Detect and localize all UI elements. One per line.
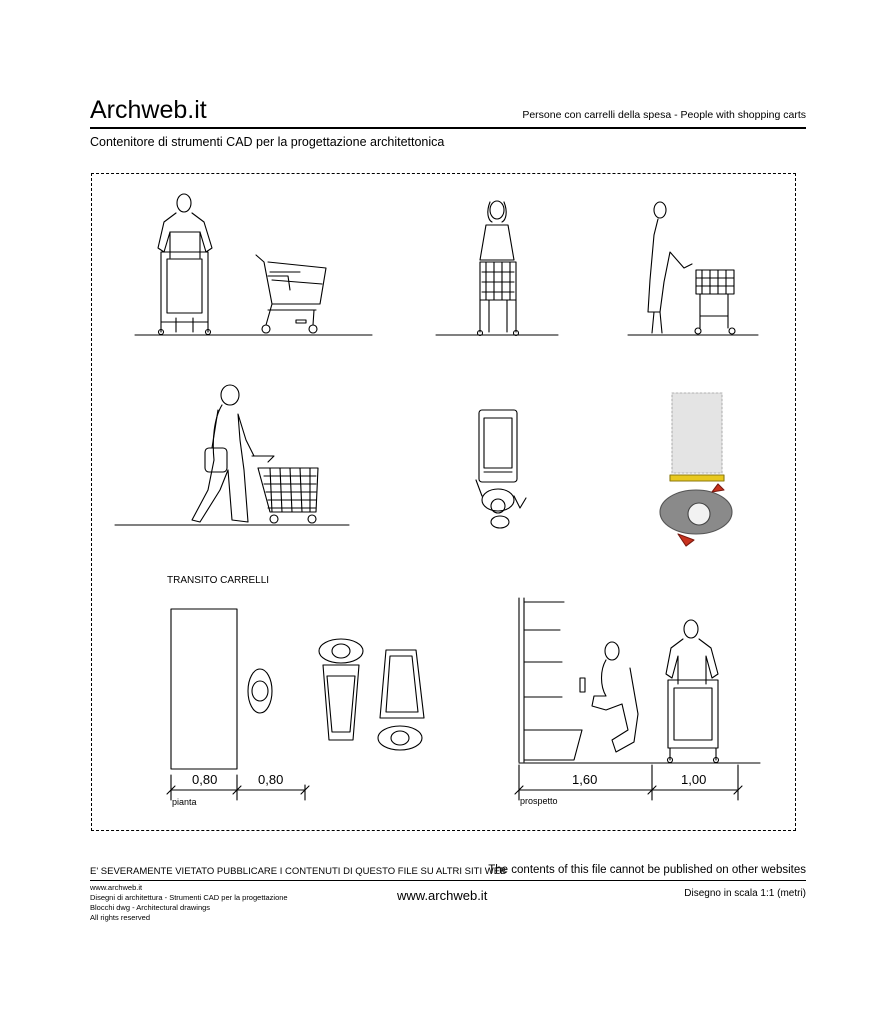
cart-transit-plan [171,609,424,769]
scale-note: Disegno in scala 1:1 (metri) [684,888,806,899]
footer-line[interactable]: www.archweb.it [90,883,143,892]
person-front-with-cart-elevation [666,620,719,763]
dimension-label: 1,60 [572,772,598,787]
plan-label: pianta [172,797,197,807]
section-label: TRANSITO CARRELLI [167,575,270,586]
sheet-subtitle: Contenitore di strumenti CAD per la progettazione architettonica [90,135,445,149]
person-front-with-cart [158,194,212,335]
woman-front-with-cart [478,201,519,336]
website-link[interactable]: www.archweb.it [397,888,488,903]
brand-logo[interactable]: Archweb.it [90,96,207,124]
footer-rule [90,880,806,881]
elevation-label: prospetto [520,796,558,806]
cart-plan-with-person [476,410,526,528]
dimension-label: 0,80 [258,772,284,787]
shelf-elevation [519,598,582,762]
dimension-label: 1,00 [681,772,707,787]
elevation-dimension-line [515,765,742,800]
copyright-warning-en: The contents of this file cannot be published on other websites [488,864,806,876]
person-crouching [580,642,638,752]
footer-info [90,883,288,923]
woman-walking-with-cart [192,385,318,523]
woman-side-with-basket-cart [648,202,735,334]
shopping-cart-side [256,255,326,333]
footer-line: All rights reserved [90,913,151,922]
cart-plan-rendered [660,393,732,546]
footer-line: Blocchi dwg - Architectural drawings [90,903,211,912]
footer-line: Disegni di architettura - Strumenti CAD per la progettazione [90,893,288,902]
copyright-warning-it: E' SEVERAMENTE VIETATO PUBBLICARE I CONTENUTI DI QUESTO FILE SU ALTRI SITI WEB [90,866,507,877]
dimension-label: 0,80 [192,772,218,787]
sheet-title: Persone con carrelli della spesa - People with shopping carts [522,109,806,121]
